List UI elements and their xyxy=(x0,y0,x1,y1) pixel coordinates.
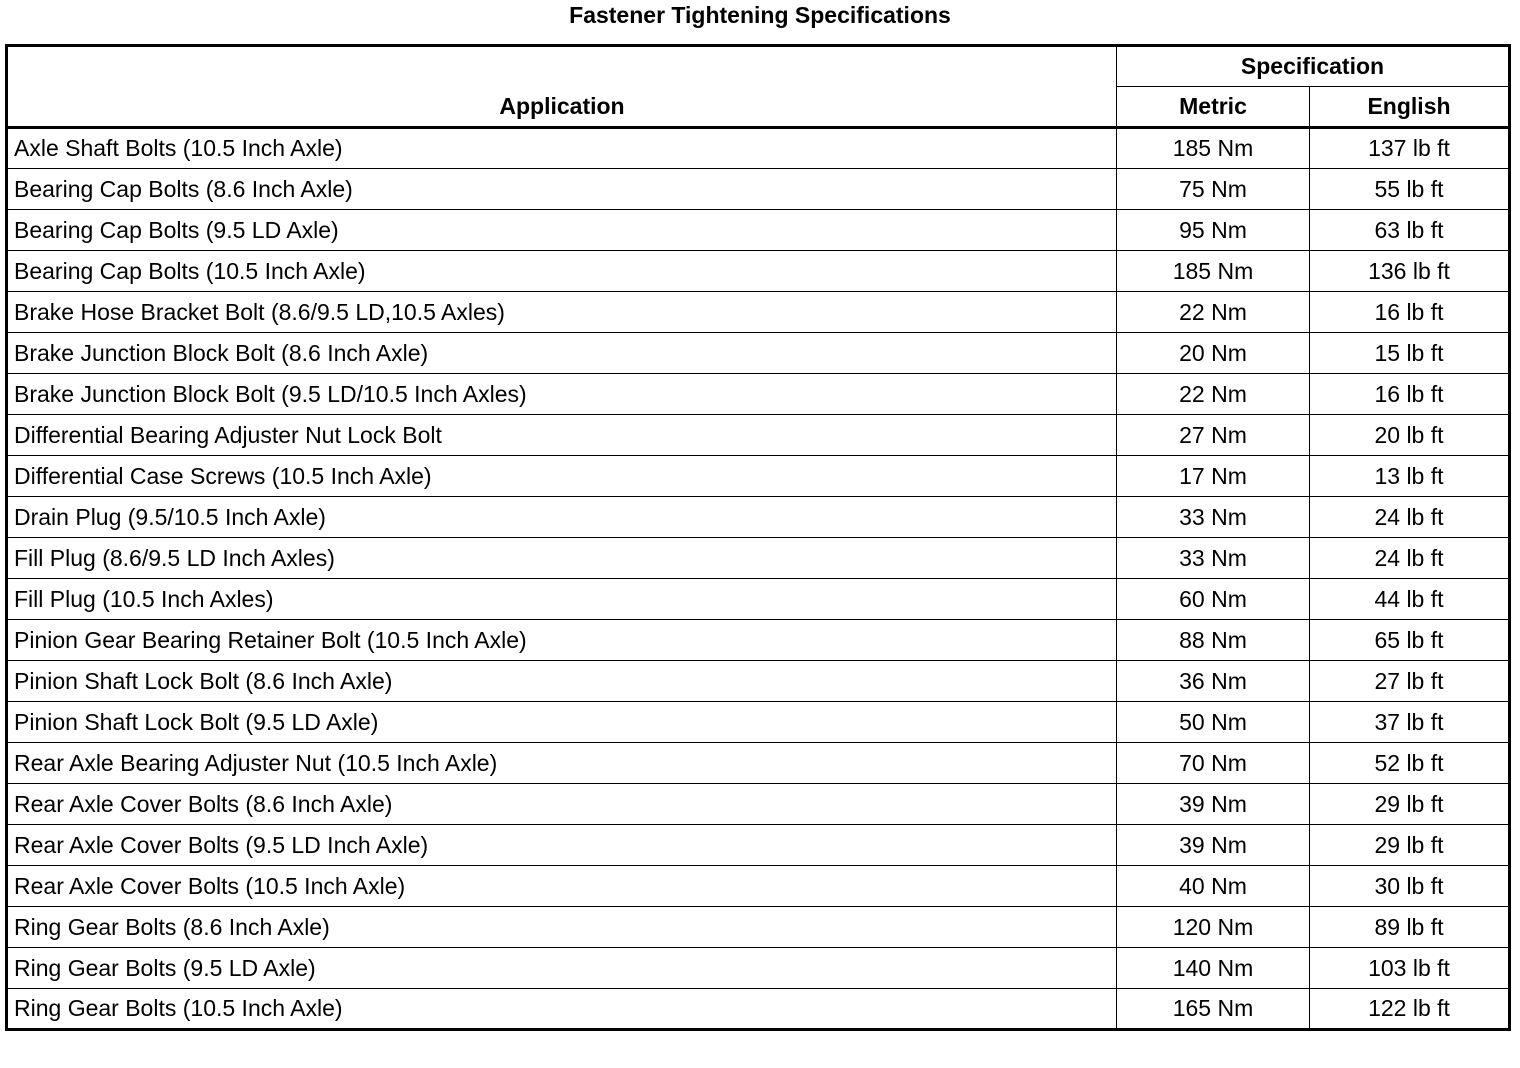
table-row xyxy=(7,866,1510,907)
metric-cell: 95 Nm xyxy=(1117,210,1310,251)
table-row xyxy=(7,579,1510,620)
english-cell: 20 lb ft xyxy=(1310,415,1510,456)
application-cell: Ring Gear Bolts (10.5 Inch Axle) xyxy=(7,989,1117,1030)
metric-cell: 33 Nm xyxy=(1117,497,1310,538)
table-row xyxy=(7,456,1510,497)
metric-cell: 70 Nm xyxy=(1117,743,1310,784)
page-title: Fastener Tightening Specifications xyxy=(569,2,951,28)
application-cell: Fill Plug (8.6/9.5 LD Inch Axles) xyxy=(7,538,1117,579)
application-cell: Fill Plug (10.5 Inch Axles) xyxy=(7,579,1117,620)
table-row xyxy=(7,415,1510,456)
metric-cell: 140 Nm xyxy=(1117,948,1310,989)
metric-cell: 185 Nm xyxy=(1117,128,1310,169)
spec-table xyxy=(5,44,1511,1031)
table-row xyxy=(7,333,1510,374)
metric-cell: 39 Nm xyxy=(1117,825,1310,866)
application-cell: Ring Gear Bolts (9.5 LD Axle) xyxy=(7,948,1117,989)
metric-cell: 17 Nm xyxy=(1117,456,1310,497)
table-row xyxy=(7,989,1510,1030)
english-cell: 24 lb ft xyxy=(1310,497,1510,538)
application-cell: Bearing Cap Bolts (9.5 LD Axle) xyxy=(7,210,1117,251)
english-cell: 29 lb ft xyxy=(1310,825,1510,866)
application-cell: Pinion Shaft Lock Bolt (8.6 Inch Axle) xyxy=(7,661,1117,702)
application-cell: Bearing Cap Bolts (10.5 Inch Axle) xyxy=(7,251,1117,292)
metric-cell: 60 Nm xyxy=(1117,579,1310,620)
metric-cell: 185 Nm xyxy=(1117,251,1310,292)
metric-cell: 75 Nm xyxy=(1117,169,1310,210)
application-cell: Brake Hose Bracket Bolt (8.6/9.5 LD,10.5 Axles) xyxy=(7,292,1117,333)
table-body xyxy=(7,128,1510,1030)
table-row xyxy=(7,702,1510,743)
application-cell: Bearing Cap Bolts (8.6 Inch Axle) xyxy=(7,169,1117,210)
table-row xyxy=(7,169,1510,210)
english-cell: 27 lb ft xyxy=(1310,661,1510,702)
metric-cell: 50 Nm xyxy=(1117,702,1310,743)
english-cell: 89 lb ft xyxy=(1310,907,1510,948)
english-cell: 15 lb ft xyxy=(1310,333,1510,374)
metric-cell: 20 Nm xyxy=(1117,333,1310,374)
application-cell: Rear Axle Cover Bolts (10.5 Inch Axle) xyxy=(7,866,1117,907)
application-cell: Rear Axle Cover Bolts (9.5 LD Inch Axle) xyxy=(7,825,1117,866)
table-header xyxy=(7,46,1510,128)
english-cell: 16 lb ft xyxy=(1310,292,1510,333)
english-cell: 103 lb ft xyxy=(1310,948,1510,989)
english-cell: 16 lb ft xyxy=(1310,374,1510,415)
table-row xyxy=(7,907,1510,948)
application-cell: Brake Junction Block Bolt (9.5 LD/10.5 Inch Axles) xyxy=(7,374,1117,415)
english-cell: 30 lb ft xyxy=(1310,866,1510,907)
application-cell: Pinion Gear Bearing Retainer Bolt (10.5 Inch Axle) xyxy=(7,620,1117,661)
metric-header: Metric xyxy=(1117,87,1310,128)
metric-cell: 39 Nm xyxy=(1117,784,1310,825)
table-row xyxy=(7,825,1510,866)
table-row xyxy=(7,948,1510,989)
english-cell: 65 lb ft xyxy=(1310,620,1510,661)
table-row xyxy=(7,661,1510,702)
application-cell: Brake Junction Block Bolt (8.6 Inch Axle) xyxy=(7,333,1117,374)
english-cell: 44 lb ft xyxy=(1310,579,1510,620)
metric-cell: 33 Nm xyxy=(1117,538,1310,579)
table-row xyxy=(7,784,1510,825)
table-row xyxy=(7,538,1510,579)
english-cell: 122 lb ft xyxy=(1310,989,1510,1030)
english-cell: 136 lb ft xyxy=(1310,251,1510,292)
metric-cell: 165 Nm xyxy=(1117,989,1310,1030)
metric-cell: 22 Nm xyxy=(1117,374,1310,415)
application-header: Application xyxy=(7,46,1117,128)
application-cell: Rear Axle Bearing Adjuster Nut (10.5 Inch Axle) xyxy=(7,743,1117,784)
specification-header: Specification xyxy=(1117,46,1510,87)
english-cell: 55 lb ft xyxy=(1310,169,1510,210)
metric-cell: 88 Nm xyxy=(1117,620,1310,661)
table-row xyxy=(7,374,1510,415)
table-row xyxy=(7,128,1510,169)
table-row xyxy=(7,497,1510,538)
header-row-top xyxy=(7,46,1510,87)
english-cell: 13 lb ft xyxy=(1310,456,1510,497)
application-cell: Differential Case Screws (10.5 Inch Axle) xyxy=(7,456,1117,497)
table-row xyxy=(7,292,1510,333)
table-row xyxy=(7,210,1510,251)
metric-cell: 27 Nm xyxy=(1117,415,1310,456)
application-cell: Ring Gear Bolts (8.6 Inch Axle) xyxy=(7,907,1117,948)
table-row xyxy=(7,743,1510,784)
metric-cell: 22 Nm xyxy=(1117,292,1310,333)
table-row xyxy=(7,620,1510,661)
english-cell: 63 lb ft xyxy=(1310,210,1510,251)
application-cell: Differential Bearing Adjuster Nut Lock Bolt xyxy=(7,415,1117,456)
english-cell: 52 lb ft xyxy=(1310,743,1510,784)
metric-cell: 36 Nm xyxy=(1117,661,1310,702)
english-header: English xyxy=(1310,87,1510,128)
english-cell: 29 lb ft xyxy=(1310,784,1510,825)
english-cell: 137 lb ft xyxy=(1310,128,1510,169)
metric-cell: 120 Nm xyxy=(1117,907,1310,948)
application-cell: Rear Axle Cover Bolts (8.6 Inch Axle) xyxy=(7,784,1117,825)
application-cell: Drain Plug (9.5/10.5 Inch Axle) xyxy=(7,497,1117,538)
application-cell: Pinion Shaft Lock Bolt (9.5 LD Axle) xyxy=(7,702,1117,743)
table-row xyxy=(7,251,1510,292)
application-cell: Axle Shaft Bolts (10.5 Inch Axle) xyxy=(7,128,1117,169)
english-cell: 37 lb ft xyxy=(1310,702,1510,743)
metric-cell: 40 Nm xyxy=(1117,866,1310,907)
english-cell: 24 lb ft xyxy=(1310,538,1510,579)
